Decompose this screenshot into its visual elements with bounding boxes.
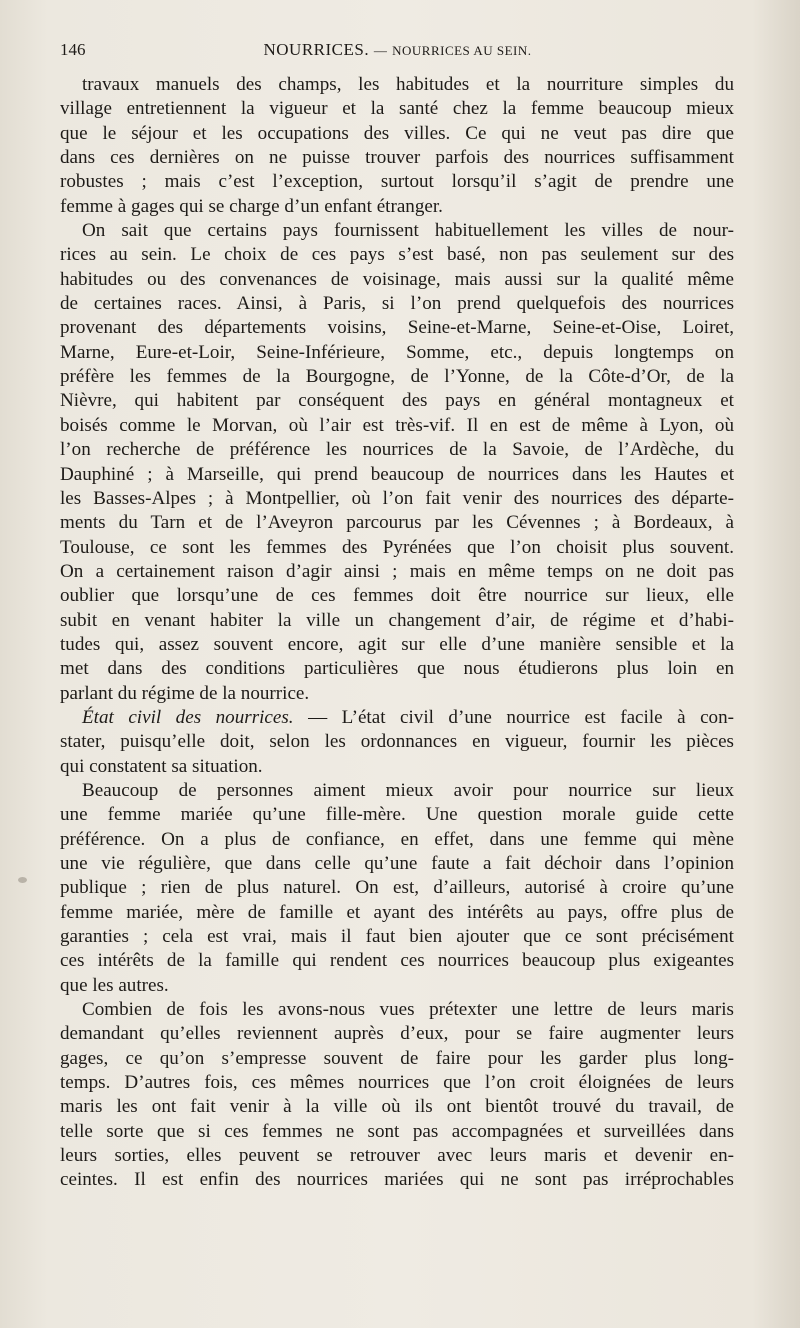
text-line: temps. D’autres fois, ces mêmes nourrices que l’on croit éloignées de leurs bbox=[60, 1072, 734, 1094]
text-line: telle sorte que si ces femmes ne sont pas accompagnées et surveillées dans bbox=[60, 1120, 734, 1142]
text-line: qui constatent sa situation. bbox=[60, 755, 263, 777]
text-line: subit en venant habiter la ville un changement d’air, de régime et d’habi- bbox=[60, 609, 734, 631]
text-line: Toulouse, ce sont les femmes des Pyrénées que l’on choisit plus souvent. bbox=[60, 536, 734, 558]
text-line: leurs sorties, elles peuvent se retrouver avec leurs maris et devenir en- bbox=[60, 1145, 734, 1167]
text-line: une vie régulière, que dans celle qu’une faute a fait déchoir dans l’opinion bbox=[60, 853, 734, 874]
text-line: Dauphiné ; à Marseille, qui prend beaucoup de nourrices dans les Hautes et bbox=[60, 463, 734, 485]
line-text: — L’état civil d’une nourrice est facile à con- bbox=[308, 706, 734, 728]
text-line: préférence. On a plus de confiance, en effet, dans une femme qui mène bbox=[60, 828, 734, 850]
paragraph bbox=[60, 998, 734, 1193]
text-line: gages, ce qu’on s’empresse souvent de faire pour les garder plus long- bbox=[60, 1047, 734, 1069]
paragraph bbox=[60, 73, 734, 219]
text-line: rices au sein. Le choix de ces pays s’est basé, non pas seulement sur des bbox=[60, 244, 734, 266]
margin-spot bbox=[18, 877, 27, 883]
text-line: On sait que certains pays fournissent habituellement les villes de nour- bbox=[82, 220, 734, 242]
text-line: Nièvre, qui habitent par conséquent des pays en général montagneux et bbox=[60, 390, 734, 412]
text-line: l’on recherche de préférence les nourrices de la Savoie, de l’Ardèche, du bbox=[60, 439, 734, 461]
text-line: met dans des conditions particulières que nous étudierons plus loin en bbox=[60, 658, 734, 680]
text-line: publique ; rien de plus naturel. On est, d’ailleurs, autorisé à croire qu’une bbox=[60, 877, 734, 899]
text-line: demandant qu’elles reviennent auprès d’eux, pour se faire augmenter leurs bbox=[60, 1023, 734, 1045]
text-line: parlant du régime de la nourrice. bbox=[60, 682, 310, 704]
text-line: tudes qui, assez souvent encore, agit sur elle d’une manière sensible et la bbox=[60, 633, 734, 655]
text-line: On a certainement raison d’agir ainsi ; mais en même temps on ne doit pas bbox=[60, 560, 734, 582]
paragraph bbox=[60, 219, 734, 706]
text-line: village entretiennent la vigueur et la santé chez la femme beaucoup mieux bbox=[60, 98, 734, 120]
text-line: une femme mariée qu’une fille-mère. Une question morale guide cette bbox=[60, 804, 734, 826]
text-line: Combien de fois les avons-nous vues prétexter une lettre de leurs maris bbox=[82, 999, 734, 1021]
text-line bbox=[60, 706, 734, 730]
text-line: préfère les femmes de la Bourgogne, de l’Yonne, de la Côte-d’Or, de la bbox=[60, 366, 734, 388]
text-line: dans ces dernières on ne puisse trouver parfois des nourrices suffisamment bbox=[60, 147, 734, 169]
text-line: travaux manuels des champs, les habitudes et la nourriture simples du bbox=[82, 74, 734, 95]
running-title-separator: — bbox=[373, 43, 388, 58]
paragraph bbox=[60, 706, 734, 779]
text-line: ces intérêts de la famille qui rendent ces nourrices beaucoup plus exigeantes bbox=[60, 950, 734, 972]
text-line: femme à gages qui se charge d’un enfant étranger. bbox=[60, 195, 443, 217]
page-header bbox=[60, 40, 735, 66]
text-line: ceintes. Il est enfin des nourrices mariées qui ne sont pas irréprochables bbox=[60, 1169, 734, 1191]
text-line: stater, puisqu’elle doit, selon les ordonnances en vigueur, fournir les pièces bbox=[60, 731, 734, 753]
text-line: de certaines races. Ainsi, à Paris, si l’on prend quelquefois des nourrices bbox=[60, 293, 734, 315]
text-line: Marne, Eure-et-Loir, Seine-Inférieure, Somme, etc., depuis longtemps on bbox=[60, 341, 734, 363]
text-line: robustes ; mais c’est l’exception, surtout lorsqu’il s’agit de prendre une bbox=[60, 171, 734, 193]
text-line: habitudes ou des convenances de voisinage, mais aussi sur la qualité même bbox=[60, 268, 734, 290]
text-line: que le séjour et les occupations des villes. Ce qui ne veut pas dire que bbox=[60, 122, 734, 144]
text-line: boisés comme le Morvan, où l’air est très-vif. Il en est de même à Lyon, où bbox=[60, 414, 734, 436]
text-line: garanties ; cela est vrai, mais il faut bien ajouter que ce sont précisément bbox=[60, 926, 734, 948]
text-line: que les autres. bbox=[60, 974, 169, 996]
page-number: 146 bbox=[60, 40, 86, 59]
text-line: Beaucoup de personnes aiment mieux avoir pour nourrice sur lieux bbox=[82, 779, 734, 801]
text-line: maris les ont fait venir à la ville où ils ont bientôt trouvé du travail, de bbox=[60, 1096, 734, 1118]
section-heading: État civil des nourrices. bbox=[82, 706, 294, 728]
paragraph bbox=[60, 779, 734, 998]
running-title-subtitle: NOURRICES AU SEIN. bbox=[392, 43, 532, 58]
running-title bbox=[60, 40, 735, 60]
text-line: oublier que lorsqu’une de ces femmes doit être nourrice sur lieux, elle bbox=[60, 585, 734, 607]
text-line: provenant des départements voisins, Seine-et-Marne, Seine-et-Oise, Loiret, bbox=[60, 317, 734, 339]
text-line: les Basses-Alpes ; à Montpellier, où l’on fait venir des nourrices des départe- bbox=[60, 487, 734, 509]
body-text bbox=[60, 73, 734, 1193]
text-line: ments du Tarn et de l’Aveyron parcourus par les Cévennes ; à Bordeaux, à bbox=[60, 512, 734, 534]
running-title-main: NOURRICES. bbox=[263, 40, 370, 59]
text-line: femme mariée, mère de famille et ayant des intérêts au pays, offre plus de bbox=[60, 901, 734, 923]
